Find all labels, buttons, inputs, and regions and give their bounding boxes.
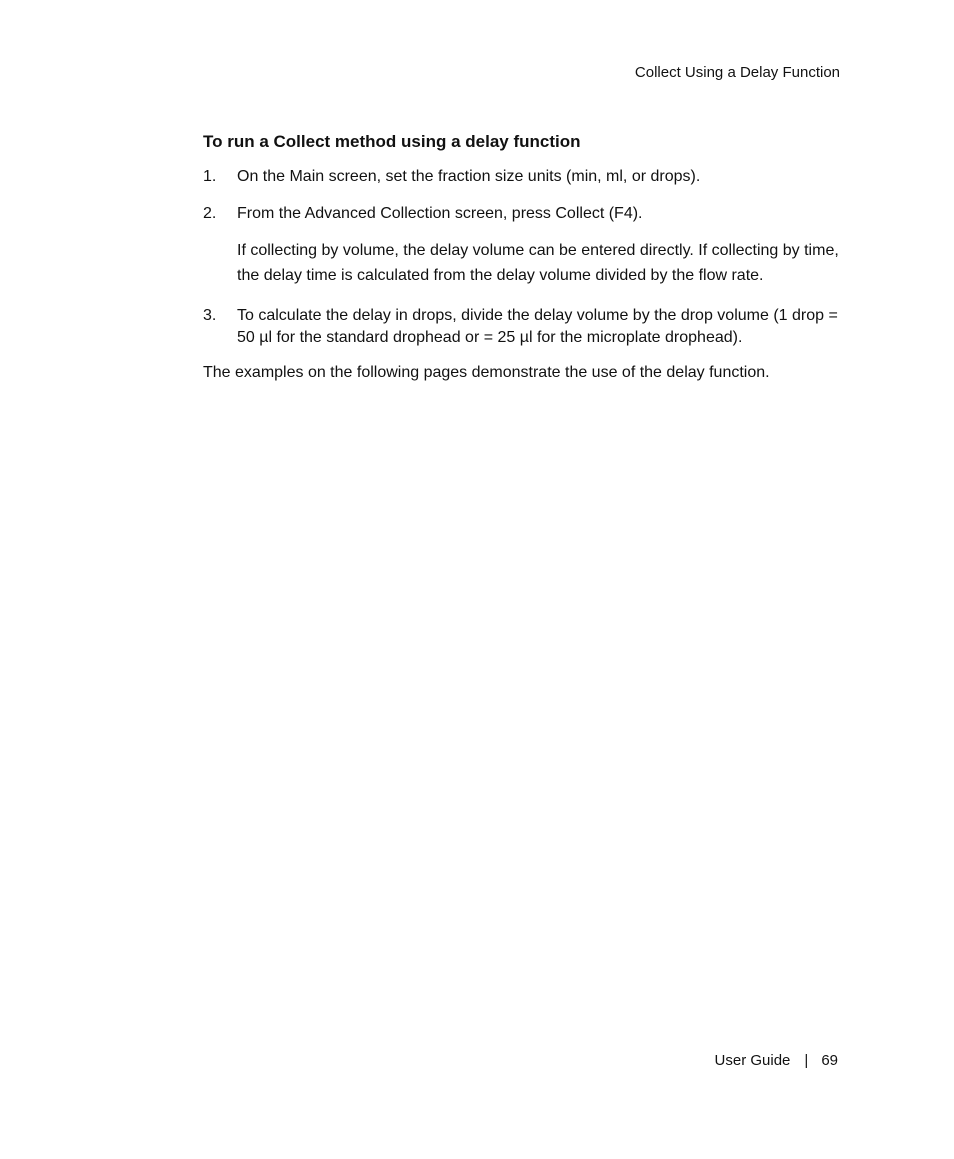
step-item bbox=[203, 166, 843, 188]
step-item bbox=[203, 305, 843, 349]
closing-paragraph: The examples on the following pages demonstrate the use of the delay function. bbox=[203, 364, 770, 381]
footer-separator: | bbox=[804, 1052, 809, 1069]
page-footer bbox=[715, 1051, 838, 1071]
steps-list bbox=[203, 166, 843, 349]
main-content bbox=[203, 131, 843, 384]
running-header: Collect Using a Delay Function bbox=[634, 64, 840, 81]
step-number: 2. bbox=[203, 205, 217, 222]
step-note: If collecting by volume, the delay volume can be entered directly. If collecting by time, the delay time is calculated from the delay volume divided by the flow rate. bbox=[237, 242, 839, 284]
step-item bbox=[203, 203, 843, 288]
step-text: On the Main screen, set the fraction size units (min, ml, or drops). bbox=[237, 168, 701, 185]
page-number: 69 bbox=[821, 1052, 838, 1069]
step-text: From the Advanced Collection screen, press Collect (F4). bbox=[237, 205, 643, 222]
step-number: 1. bbox=[203, 168, 217, 185]
footer-label: User Guide bbox=[714, 1052, 791, 1069]
section-title: To run a Collect method using a delay function bbox=[203, 132, 581, 151]
step-number: 3. bbox=[203, 307, 217, 324]
step-text: To calculate the delay in drops, divide the delay volume by the drop volume (1 drop = 50 µl for the standard drophead or = 25 µl for the microplate drophead). bbox=[237, 307, 838, 346]
